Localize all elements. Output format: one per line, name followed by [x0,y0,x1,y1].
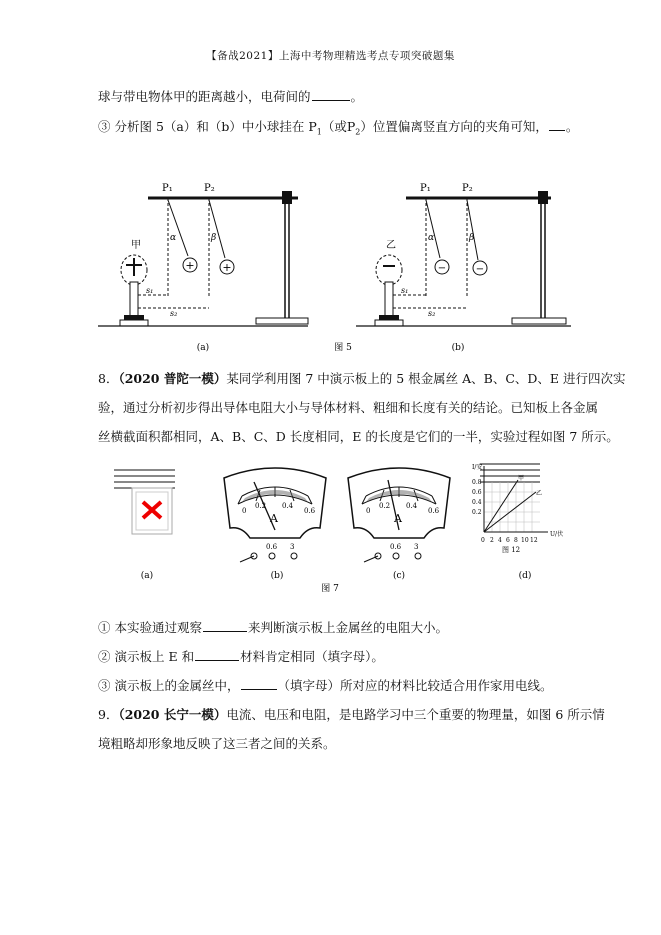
q8-sub-1-a: 本实验通过观察 [114,620,203,635]
c-tick-3: 0.6 [428,507,440,515]
c-tick-1: 0.2 [379,502,391,510]
label-a-s2: s₂ [170,309,178,318]
q7-line2-c: ）位置偏离竖直方向的夹角可知， [360,119,548,134]
q7-line1 [98,88,363,106]
q8-number: 8． [98,371,119,386]
b-unit: A [270,512,278,525]
b-terminal-2: 3 [290,543,295,551]
label-a-obj: 甲 [131,240,141,251]
c-terminal-1: 0.6 [390,543,402,551]
ball-b2-sign: − [475,264,485,275]
q8-sub-2-blank[interactable] [195,648,239,661]
q7-line2-num: ③ [98,119,111,134]
graph-x-10: 10 [521,537,529,544]
q8-sub-2-b: 材料肯定相同（填字母）。 [240,649,384,664]
graph-x-6: 6 [506,537,510,544]
figure-7b-ammeter [224,468,326,562]
q9-text-1: 电流、电压和电阻，是电路学习中三个重要的物理量，如图 6 所示情 [226,707,605,722]
q7-line1-end: 。 [350,89,364,104]
q9-line2: 境粗略却形象地反映了这三者之间的关系。 [98,736,336,751]
q7-line2-b: （或P [321,119,356,134]
q8-sub-1-blank[interactable] [203,619,247,632]
label-a-beta: β [211,233,217,243]
graph-x-2: 2 [490,537,494,544]
figure-7c-ammeter [348,468,450,562]
q8-sub-2-a: 演示板上 E 和 [114,649,195,664]
fig7-caption-b: (b) [270,571,284,581]
graph-y-06: 0.6 [472,489,482,496]
q8-sub-3-num: ③ [98,678,111,693]
b-tick-3: 0.6 [304,507,316,515]
ball-b1-sign: − [437,263,447,274]
q9-source: （2020 长宁一模） [118,707,227,722]
b-tick-2: 0.4 [282,502,294,510]
q7-blank-1[interactable] [312,88,350,101]
label-b-s2: s₂ [428,309,436,318]
b-tick-1: 0.2 [255,502,267,510]
q8-sub-3 [98,677,553,695]
graph-caption: 图 12 [502,546,521,554]
q8-line3: 丝横截面积都相同，A、B、C、D 长度相同，E 的长度是它们的一半，实验过程如图 7 所示。 [98,429,619,444]
q8-sub-2-num: ② [98,649,111,664]
figure-5b [356,183,571,326]
label-b-beta: β [469,233,475,243]
ball-a1-sign: + [185,259,195,272]
q8-sub-3-blank[interactable] [241,677,277,690]
q8-sub-3-b: （填字母）所对应的材料比较适合用作家用电线。 [277,678,553,693]
ball-a2-sign: + [222,261,232,274]
label-b-alpha: α [428,233,435,243]
page-header: 【备战2021】上海中考物理精选考点专项突破题集 [206,50,455,62]
label-b-p1: P₁ [420,183,431,194]
graph-xlabel: U/伏 [550,531,564,538]
c-terminal-2: 3 [414,543,419,551]
b-terminal-1: 0.6 [266,543,278,551]
c-tick-2: 0.4 [406,502,418,510]
fig7-caption-a: (a) [140,571,154,581]
graph-x-0: 0 [481,537,485,544]
q7-blank-2[interactable] [549,118,565,131]
fig5-caption-b: (b) [451,343,465,353]
q8-sub-1-num: ① [98,620,111,635]
graph-x-8: 8 [514,537,518,544]
figure-7 [100,460,564,595]
q8-source: （2020 普陀一模） [118,371,227,386]
label-a-s1: s₁ [146,286,154,295]
fig5-caption-a: (a) [196,343,210,353]
q8-sub-1 [98,619,448,637]
graph-line-a: 甲 [518,475,525,482]
graph-x-4: 4 [498,537,502,544]
p1-sub: 1 [316,127,322,137]
graph-y-02: 0.2 [472,509,482,516]
graph-x-12: 12 [530,537,538,544]
p2-sub: 2 [355,127,361,137]
fig7-title: 图 7 [321,584,339,594]
graph-y-04: 0.4 [472,499,482,506]
figure-5 [98,178,588,356]
q8-line2: 验，通过分析初步得出导体电阻大小与导体材料、粗细和长度有关的结论。已知板上各金属 [98,400,599,415]
label-b-obj: 乙 [386,240,396,251]
fig5-title: 图 5 [334,343,352,353]
q7-line2-a: 分析图 5（a）和（b）中小球挂在 P [114,119,317,134]
q7-line2 [98,118,578,142]
figure-7a [114,470,175,534]
q8-sub-2 [98,648,384,666]
graph-y-08: 0.8 [472,479,482,486]
label-b-s1: s₁ [401,286,409,295]
c-unit: A [394,512,402,525]
label-a-p1: P₁ [162,183,173,194]
q8-text-1: 某同学利用图 7 中演示板上的 5 根金属丝 A、B、C、D、E 进行四次实 [226,371,626,386]
fig7-caption-d: (d) [518,571,532,581]
figure-7d-graph [472,463,563,554]
label-a-p2: P₂ [204,183,215,194]
fig7-caption-c: (c) [392,571,406,581]
label-b-p2: P₂ [462,183,473,194]
q7-line1-text: 球与带电物体甲的距离越小，电荷间的 [98,89,311,104]
b-tick-0: 0 [242,507,247,515]
figure-5a [98,183,308,326]
q7-line2-end: 。 [565,119,579,134]
q9-line1 [98,706,605,724]
q8-sub-3-a: 演示板上的金属丝中， [114,678,240,693]
q8-sub-1-b: 来判断演示板上金属丝的电阻大小。 [248,620,449,635]
graph-ylabel: I/安 [472,464,483,471]
graph-line-b: 乙 [536,490,543,497]
label-a-alpha: α [170,233,177,243]
q9-number: 9． [98,707,119,722]
c-tick-0: 0 [366,507,371,515]
q8-line1 [98,370,626,388]
